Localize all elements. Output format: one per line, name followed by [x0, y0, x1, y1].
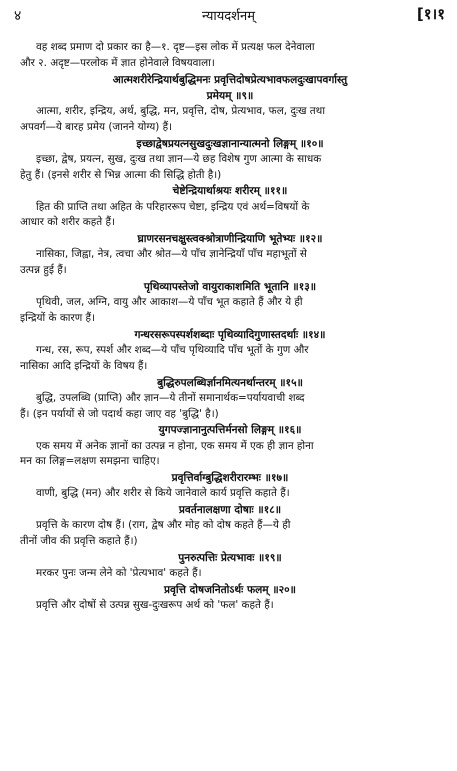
commentary-line: इन्द्रियों के कारण हैं।: [20, 311, 96, 324]
sutra-line: चेष्टेन्द्रियार्थाश्रयः शरीरम् ॥११॥: [172, 185, 288, 198]
sutra-line: प्रवृत्तिर्वाग्बुद्धिशरीरारम्भः ॥१७॥: [171, 472, 289, 485]
sutra-line: घ्राणरसनचक्षुस्त्वक्श्रोत्राणीन्द्रियाणि भूतेभ्यः ॥१२॥: [137, 233, 323, 246]
commentary-line: वह शब्द प्रमाण दो प्रकार का है—१. दृष्ट—इस लोक में प्रत्यक्ष फल देनेवाला: [36, 41, 315, 53]
commentary-line: और २. अदृष्ट—परलोक में ज्ञात होनेवाले विषयवाला।: [20, 56, 215, 69]
commentary-line: तीनों जीव की प्रवृत्ति कहाते हैं।): [20, 535, 138, 548]
commentary-line: पृथिवी, जल, अग्नि, वायु और आकाश—ये पाँच भूत कहाते हैं और ये ही: [36, 296, 303, 309]
sutra-line: आत्मशरीरेन्द्रियार्थबुद्धिमनः प्रवृत्तिदोषप्रेत्यभावफलदुःखापवर्गास्तु: [112, 73, 348, 86]
commentary-line: हैं। (इन पर्यायों से जो पदार्थ कहा जाए वह 'बुद्धि' है।): [20, 407, 219, 420]
section-marker: [१।१: [416, 5, 445, 23]
sutra-line: युगपज्ज्ञानानुत्पत्तिर्मनसो लिङ्गम् ॥१६॥: [158, 424, 302, 437]
commentary-line: एक समय में अनेक ज्ञानों का उत्पन्न न होना, एक समय में एक ही ज्ञान होना: [36, 439, 314, 452]
commentary-line: उत्पन्न हुई हैं।: [20, 264, 67, 277]
sutra-line: पृथिव्यापस्तेजो वायुराकाशमिति भूतानि ॥१३॥: [143, 280, 317, 293]
running-title: न्यायदर्शनम्: [201, 9, 255, 24]
commentary-line: इच्छा, द्वेष, प्रयत्न, सुख, दुःख तथा ज्ञान—ये छह विशेष गुण आत्मा के साधक: [36, 152, 322, 165]
page-body: [20, 40, 440, 614]
commentary-line: अपवर्ग—ये बारह प्रमेय (जानने योग्य) हैं।: [20, 120, 173, 133]
commentary-line: बुद्धि, उपलब्धि (प्राप्ति) और ज्ञान—ये तीनों समानार्थक=पर्यायवाची शब्द: [36, 391, 305, 404]
commentary-line: नासिका, जिह्वा, नेत्र, त्वचा और श्रोत—ये पाँच ज्ञानेन्द्रियाँ पाँच महाभूतों से: [36, 248, 307, 261]
sutra-line: प्रवृत्ति दोषजनितोऽर्थः फलम् ॥२०॥: [163, 583, 297, 596]
commentary-line: गन्ध, रस, रूप, स्पर्श और शब्द—ये पाँच पृथिव्यादि पाँच भूतों के गुण और: [36, 343, 309, 356]
commentary-line: प्रवृत्ति और दोषों से उत्पन्न सुख-दुःखरूप अर्थ को 'फल' कहते हैं।: [36, 599, 274, 612]
page-header: [0, 4, 457, 30]
commentary-line: मरकर पुनः जन्म लेने को 'प्रेत्यभाव' कहते हैं।: [36, 567, 202, 580]
commentary-line: हेतु हैं। (इनसे शरीर से भिन्न आत्मा की सिद्धि होती है।): [20, 168, 222, 181]
commentary-line: हित की प्राप्ति तथा अहित के परिहाररूप चेष्टा, इन्द्रिय एवं अर्थ=विषयों के: [36, 200, 310, 213]
commentary-line: वाणी, बुद्धि (मन) और शरीर से किये जानेवाले कार्य प्रवृत्ति कहाते हैं।: [36, 487, 290, 500]
commentary-line: आधार को शरीर कहते हैं।: [20, 216, 115, 229]
sutra-line: इच्छाद्वेषप्रयत्नसुखदुःखज्ञानान्यात्मनो लिङ्गम् ॥१०॥: [136, 137, 324, 150]
sutra-line: गन्धरसरूपस्पर्शशब्दाः पृथिव्यादिगुणास्तदर्थाः ॥१४॥: [134, 328, 326, 341]
page-number: ४: [14, 8, 22, 24]
commentary-line: प्रवृत्ति के कारण दोष हैं। (राग, द्वेष और मोह को दोष कहते हैं—ये ही: [36, 519, 291, 532]
sutra-line: पुनरुत्पत्तिः प्रेत्यभावः ॥१९॥: [178, 551, 282, 564]
commentary-line: मन का लिङ्ग=लक्षण समझना चाहिए।: [20, 455, 160, 468]
sutra-line: प्रवर्तनालक्षणा दोषाः ॥१८॥: [178, 504, 282, 517]
commentary-line: आत्मा, शरीर, इन्द्रिय, अर्थ, बुद्धि, मन, प्रवृत्ति, दोष, प्रेत्यभाव, फल, दुःख तथा: [36, 105, 326, 117]
sutra-line: प्रमेयम् ॥९॥: [206, 89, 254, 102]
commentary-line: नासिका आदि इन्द्रियों के विषय हैं।: [20, 359, 148, 372]
sutra-line: बुद्धिरुपलब्धिर्ज्ञानमित्यनर्थान्तरम् ॥१५॥: [157, 376, 303, 389]
